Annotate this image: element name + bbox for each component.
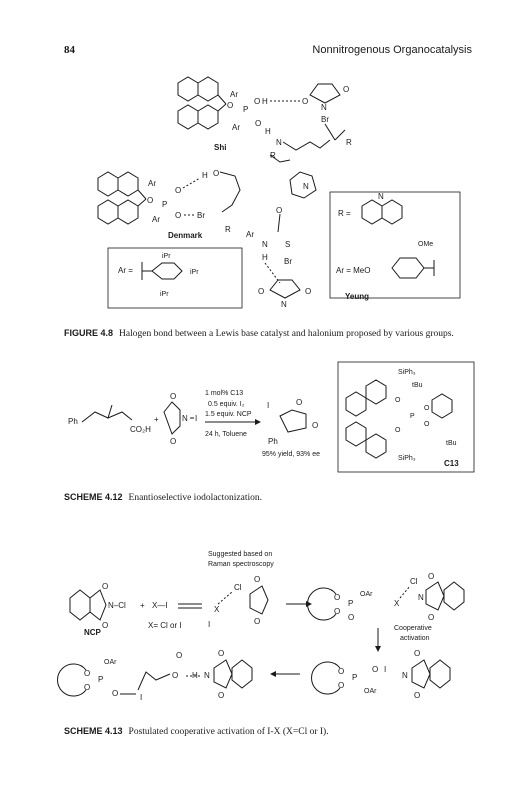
label-p: P — [352, 673, 358, 682]
label-ome: OMe — [418, 241, 434, 248]
label-o: O — [372, 665, 379, 674]
label-o: O — [170, 437, 177, 446]
label-h: H — [202, 171, 208, 180]
page-number: 84 — [64, 44, 75, 56]
label-yeung: Yeung — [345, 292, 370, 301]
label-o: O — [348, 613, 355, 622]
label-i: I — [140, 693, 143, 702]
label-p: P — [410, 413, 415, 420]
label-n: N — [402, 671, 408, 680]
label-ipr: iPr — [160, 291, 169, 298]
label-x: X — [394, 599, 400, 608]
label-s: S — [285, 240, 291, 249]
label-ar: Ar — [148, 179, 156, 188]
label-ar: Ar — [230, 90, 238, 99]
cooperative-line-1: Cooperative — [394, 625, 432, 632]
label-o: O — [395, 397, 401, 404]
shi-structure — [178, 77, 330, 160]
label-o: O — [334, 607, 341, 616]
label-plus: + — [140, 601, 145, 610]
scheme-4-12-caption — [64, 491, 480, 505]
label-i: I — [208, 620, 211, 629]
label-i: I — [267, 401, 270, 410]
label-x: X — [214, 605, 220, 614]
label-cl: Cl — [410, 577, 418, 586]
label-ar-eq-meo: Ar = MeO — [336, 266, 371, 275]
label-o: O — [276, 206, 283, 215]
label-siph3: SiPh₃ — [398, 455, 416, 462]
label-c13: C13 — [444, 459, 459, 468]
label-r: R — [346, 138, 352, 147]
yeung-structure — [246, 155, 316, 309]
cooperative-line-2: activation — [400, 635, 430, 642]
label-o: O — [424, 405, 430, 412]
label-ph: Ph — [68, 417, 78, 426]
scheme-4-13-mechanism — [58, 551, 464, 702]
ar-definition-box-left — [108, 248, 242, 308]
label-h: H — [262, 97, 268, 106]
label-ar: Ar — [232, 123, 240, 132]
caption-label: SCHEME 4.13 — [64, 726, 123, 736]
label-o: O — [414, 649, 421, 658]
label-ncp: NCP — [84, 628, 101, 637]
label-o: O — [254, 97, 261, 106]
condition-solvent: 24 h, Toluene — [205, 431, 247, 438]
condition-i2: 0.5 equiv. I₂ — [208, 401, 245, 408]
label-br: Br — [284, 257, 292, 266]
suggested-line-1: Suggested based on — [208, 551, 273, 558]
label-ph: Ph — [268, 437, 278, 446]
label-oar: OAr — [360, 591, 373, 598]
scheme-4-12-reaction — [68, 390, 320, 458]
label-n-cl: N–Cl — [108, 601, 126, 610]
label-plus: + — [154, 415, 159, 424]
label-br: Br — [321, 115, 329, 124]
label-br: Br — [197, 211, 205, 220]
denmark-structure — [98, 169, 240, 240]
label-ar-eq: Ar = — [118, 266, 133, 275]
label-h: H — [192, 671, 198, 680]
label-o: O — [343, 85, 350, 94]
label-n: N — [418, 593, 424, 602]
label-i: I — [384, 665, 387, 674]
label-oar: OAr — [364, 688, 377, 695]
label-n: N — [378, 192, 384, 201]
label-o: O — [258, 287, 265, 296]
label-o: O — [112, 689, 119, 698]
label-ar: Ar — [246, 230, 254, 239]
label-o: O — [255, 119, 262, 128]
label-o: O — [218, 691, 225, 700]
label-o: O — [428, 572, 435, 581]
label-n: N — [321, 103, 327, 112]
label-o: O — [176, 651, 183, 660]
reaction-result: 95% yield, 93% ee — [262, 451, 320, 458]
caption-label: SCHEME 4.12 — [64, 492, 123, 502]
suggested-line-2: Raman spectroscopy — [208, 561, 274, 568]
label-p: P — [162, 200, 168, 209]
label-r-eq: R = — [338, 209, 351, 218]
ar-r-definition-box-right — [330, 192, 460, 301]
catalyst-c13-box — [338, 362, 474, 472]
label-o: O — [218, 649, 225, 658]
label-i: I — [195, 414, 198, 423]
caption-label: FIGURE 4.8 — [64, 328, 114, 338]
label-h: H — [265, 127, 271, 136]
label-siph3: SiPh₃ — [398, 369, 416, 376]
label-o: O — [84, 669, 91, 678]
label-n: N — [281, 300, 287, 309]
label-o: O — [428, 613, 435, 622]
label-r: R — [225, 225, 231, 234]
label-p: P — [348, 599, 354, 608]
label-p: P — [98, 675, 104, 684]
label-o: O — [338, 667, 345, 676]
label-cl: Cl — [234, 583, 242, 592]
condition-catalyst: 1 mol% C13 — [205, 390, 244, 397]
label-o: O — [84, 683, 91, 692]
running-title: Nonnitrogenous Organocatalysis — [312, 44, 472, 56]
caption-text: Enantioselective iodolactonization. — [128, 493, 263, 503]
caption-text: Halogen bond between a Lewis base catalyst and halonium proposed by various groups. — [119, 329, 454, 339]
label-o: O — [227, 101, 234, 110]
label-o: O — [312, 421, 319, 430]
label-o: O — [424, 421, 430, 428]
label-r: R — [270, 151, 276, 160]
label-x-i: X—I — [152, 601, 168, 610]
label-o: O — [172, 671, 179, 680]
label-oar: OAr — [104, 659, 117, 666]
label-o: O — [334, 593, 341, 602]
label-o: O — [302, 97, 309, 106]
condition-ncp: 1.5 equiv. NCP — [205, 411, 252, 418]
label-o: O — [254, 617, 261, 626]
label-o: O — [305, 287, 312, 296]
label-p: P — [243, 105, 249, 114]
label-n: N — [303, 182, 309, 191]
label-x-eq: X= Cl or I — [148, 621, 182, 630]
label-ipr: iPr — [162, 253, 171, 260]
label-o: O — [213, 169, 220, 178]
label-o: O — [147, 196, 154, 205]
label-h: H — [262, 253, 268, 262]
caption-text: Postulated cooperative activation of I-X (X=Cl or I). — [128, 727, 329, 737]
label-tbu: tBu — [446, 440, 457, 447]
label-o: O — [102, 621, 109, 630]
label-n: N — [204, 671, 210, 680]
scheme-4-13-caption — [64, 725, 480, 739]
label-o: O — [170, 392, 177, 401]
label-o: O — [175, 186, 182, 195]
label-ar: Ar — [152, 215, 160, 224]
label-tbu: tBu — [412, 382, 423, 389]
label-o: O — [414, 691, 421, 700]
label-o: O — [254, 575, 261, 584]
label-ipr: iPr — [190, 269, 199, 276]
label-o: O — [296, 398, 303, 407]
label-n: N — [262, 240, 268, 249]
figure-4-8-caption — [64, 327, 480, 341]
label-o: O — [175, 211, 182, 220]
label-shi: Shi — [214, 143, 227, 152]
label-o: O — [395, 427, 401, 434]
label-n: N — [182, 414, 188, 423]
label-denmark: Denmark — [168, 231, 203, 240]
label-o: O — [338, 681, 345, 690]
label-o: O — [102, 582, 109, 591]
nbs-structure — [302, 84, 352, 147]
label-n: N — [276, 138, 282, 147]
label-co2h: CO₂H — [130, 425, 151, 434]
